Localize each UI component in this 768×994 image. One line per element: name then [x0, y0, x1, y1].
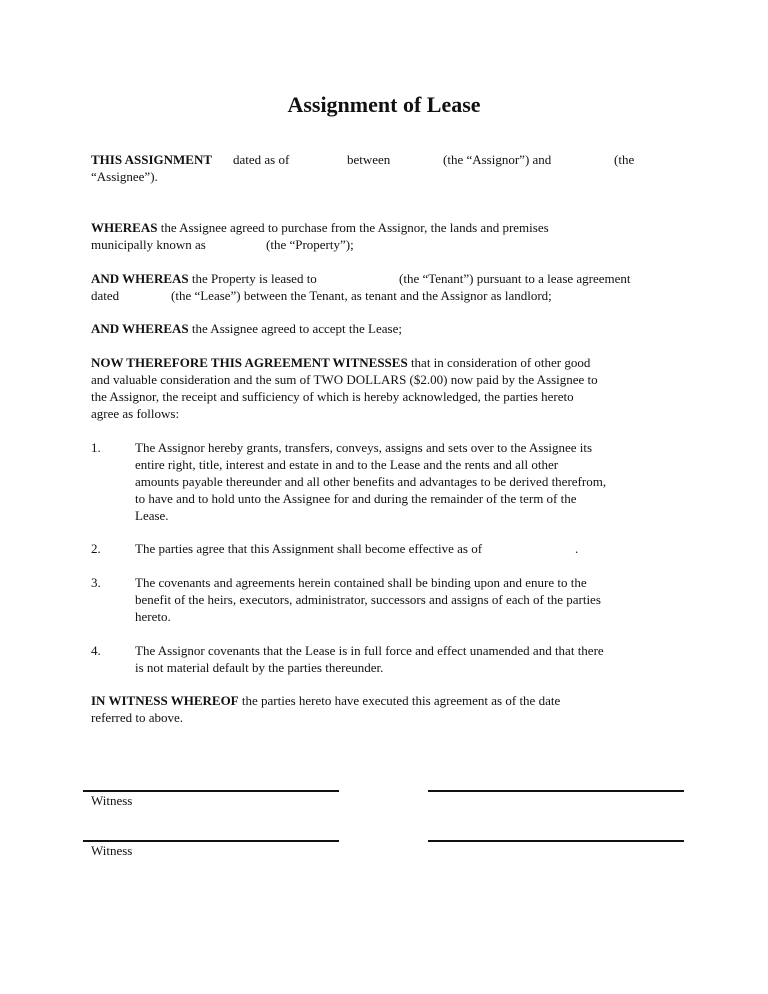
clause-1-line: amounts payable thereunder and all other benefits and advantages to be derived therefrom,: [135, 474, 607, 489]
whereas2-bold: AND WHEREAS: [91, 271, 189, 286]
clause-2-sentence: The parties agree that this Assignment shall become effective as of: [135, 541, 483, 556]
clause-2-period: .: [575, 541, 579, 556]
in-witness-paragraph: [91, 692, 681, 726]
clause-1-line: Lease.: [135, 508, 169, 523]
witness-signature-line-1[interactable]: [83, 790, 339, 792]
clause-3-line: hereto.: [135, 609, 171, 624]
whereas2-line-1: [91, 270, 681, 287]
clause-4-line: is not material default by the parties thereunder.: [135, 660, 384, 675]
whereas3-bold: AND WHEREAS: [91, 321, 189, 336]
witness-bold: IN WITNESS WHEREOF: [91, 693, 239, 708]
whereas2-line-2: [91, 287, 681, 304]
whereas2-text-1a: the Property is leased to: [191, 271, 317, 286]
clause-2-text: [135, 540, 680, 557]
now-therefore-paragraph: [91, 354, 681, 422]
clause-3-text: [135, 574, 680, 625]
whereas3-text: the Assignee agreed to accept the Lease;: [191, 321, 402, 336]
intro-assignor: (the “Assignor”) and: [443, 152, 552, 167]
whereas1-line-2: [91, 236, 681, 253]
whereas2-text-1b: (the “Tenant”) pursuant to a lease agreement: [399, 271, 631, 286]
clause-1-text: [135, 439, 680, 524]
clause-1-line: The Assignor hereby grants, transfers, conveys, assigns and sets over to the Assignee its: [135, 440, 593, 455]
now-line-3: the Assignor, the receipt and sufficiency of which is hereby acknowledged, the parties hereto: [91, 389, 574, 404]
whereas-paragraph-2: [91, 270, 681, 304]
clause-3-number: 3.: [91, 575, 101, 590]
intro-the: (the: [614, 152, 635, 167]
whereas1-bold: WHEREAS: [91, 220, 158, 235]
party-signature-line-1[interactable]: [428, 790, 684, 792]
clause-1-line: to have and to hold unto the Assignee for and during the remainder of the term of the: [135, 491, 577, 506]
clause-1-number: 1.: [91, 440, 101, 455]
intro-line-1: [91, 151, 681, 168]
clause-2-number: 2.: [91, 541, 101, 556]
clause-4-number: 4.: [91, 643, 101, 658]
intro-between: between: [347, 152, 391, 167]
clause-1-line: entire right, title, interest and estate in and to the Lease and the rents and all other: [135, 457, 559, 472]
witness-signature-line-2[interactable]: [83, 840, 339, 842]
clause-4-text: [135, 642, 680, 676]
clause-3-line: The covenants and agreements herein contained shall be binding upon and enure to the: [135, 575, 587, 590]
whereas-paragraph-1: [91, 219, 681, 253]
intro-dated: dated as of: [233, 152, 290, 167]
whereas2-text-2b: (the “Lease”) between the Tenant, as tenant and the Assignor as landlord;: [171, 288, 552, 303]
witness-label-1: Witness: [91, 793, 133, 808]
witness-line-1: [91, 692, 681, 709]
intro-line-2: “Assignee”).: [91, 169, 158, 184]
witness-label-2: Witness: [91, 843, 133, 858]
party-signature-line-2[interactable]: [428, 840, 684, 842]
document-title: Assignment of Lease: [287, 92, 481, 117]
now-line-4: agree as follows:: [91, 406, 180, 421]
intro-bold: THIS ASSIGNMENT: [91, 152, 213, 167]
witness-text-1: the parties hereto have executed this agreement as of the date: [241, 693, 561, 708]
now-text-1: that in consideration of other good: [410, 355, 591, 370]
whereas2-text-2a: dated: [91, 288, 120, 303]
now-line-1: [91, 354, 681, 371]
now-line-2: and valuable consideration and the sum of TWO DOLLARS ($2.00) now paid by the Assignee to: [91, 372, 598, 387]
clause-2-line: [135, 540, 680, 557]
now-bold: NOW THEREFORE THIS AGREEMENT WITNESSES: [91, 355, 408, 370]
clause-3-line: benefit of the heirs, executors, administrator, successors and assigns of each of the parties: [135, 592, 601, 607]
clause-4-line: The Assignor covenants that the Lease is in full force and effect unamended and that there: [135, 643, 604, 658]
whereas1-line-1: [91, 219, 681, 236]
whereas1-text-1: the Assignee agreed to purchase from the Assignor, the lands and premises: [160, 220, 549, 235]
whereas-paragraph-3: [91, 320, 681, 337]
whereas1-text-2b: (the “Property”);: [266, 237, 354, 252]
whereas1-text-2a: municipally known as: [91, 237, 206, 252]
witness-line-2: referred to above.: [91, 710, 184, 725]
intro-paragraph: [91, 151, 681, 185]
